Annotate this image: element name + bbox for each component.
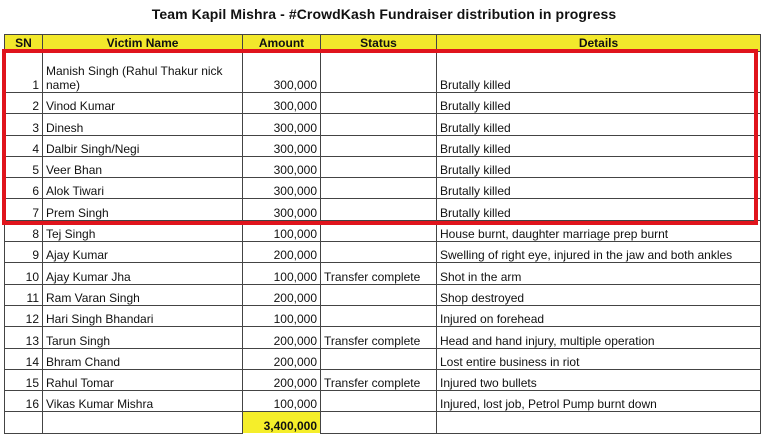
- row-amount: 300,000: [243, 199, 321, 220]
- row-amount: 100,000: [243, 263, 321, 284]
- row-details: Brutally killed: [437, 156, 761, 177]
- table-row: [5, 156, 761, 177]
- row-sn: 14: [5, 348, 43, 369]
- row-status: [321, 178, 437, 199]
- table-row: [5, 263, 761, 284]
- row-amount: 100,000: [243, 220, 321, 241]
- row-victim-name: Veer Bhan: [43, 156, 243, 177]
- row-victim-name: Alok Tiwari: [43, 178, 243, 199]
- row-status: [321, 135, 437, 156]
- row-status: Transfer complete: [321, 327, 437, 348]
- header-amount: Amount: [243, 35, 321, 52]
- table-row: [5, 391, 761, 412]
- row-victim-name: Vinod Kumar: [43, 93, 243, 114]
- row-victim-name: Ajay Kumar: [43, 242, 243, 263]
- table-row: [5, 93, 761, 114]
- row-victim-name: Hari Singh Bhandari: [43, 305, 243, 326]
- total-spacer: [321, 412, 437, 433]
- header-status: Status: [321, 35, 437, 52]
- row-victim-name: Dalbir Singh/Negi: [43, 135, 243, 156]
- header-victim-name: Victim Name: [43, 35, 243, 52]
- sheet-title: Team Kapil Mishra - #CrowdKash Fundraiser distribution in progress: [151, 6, 617, 22]
- row-details: Injured, lost job, Petrol Pump burnt down: [437, 391, 761, 412]
- row-details: Head and hand injury, multiple operation: [437, 327, 761, 348]
- row-status: [321, 199, 437, 220]
- row-victim-name: Dinesh: [43, 114, 243, 135]
- row-status: [321, 114, 437, 135]
- row-sn: 12: [5, 305, 43, 326]
- row-amount: 300,000: [243, 52, 321, 93]
- row-details: House burnt, daughter marriage prep burnt: [437, 220, 761, 241]
- table-row: [5, 369, 761, 390]
- row-status: [321, 93, 437, 114]
- row-sn: 2: [5, 93, 43, 114]
- row-amount: 300,000: [243, 156, 321, 177]
- row-victim-name: Vikas Kumar Mishra: [43, 391, 243, 412]
- row-sn: 5: [5, 156, 43, 177]
- row-victim-name: Manish Singh (Rahul Thakur nick name): [43, 52, 243, 93]
- row-details: Injured on forehead: [437, 305, 761, 326]
- table-row: [5, 135, 761, 156]
- row-details: Injured two bullets: [437, 369, 761, 390]
- table-row: [5, 114, 761, 135]
- row-details: Brutally killed: [437, 93, 761, 114]
- row-sn: 16: [5, 391, 43, 412]
- row-status: [321, 391, 437, 412]
- table-row: [5, 52, 761, 93]
- row-sn: 8: [5, 220, 43, 241]
- row-status: [321, 52, 437, 93]
- row-status: [321, 305, 437, 326]
- header-sn: SN: [5, 35, 43, 52]
- row-amount: 100,000: [243, 305, 321, 326]
- row-amount: 300,000: [243, 114, 321, 135]
- total-spacer: [5, 412, 43, 433]
- row-sn: 15: [5, 369, 43, 390]
- total-amount: 3,400,000: [243, 412, 321, 433]
- row-sn: 6: [5, 178, 43, 199]
- table-row: [5, 305, 761, 326]
- row-status: [321, 156, 437, 177]
- row-sn: 1: [5, 52, 43, 93]
- total-spacer: [43, 412, 243, 433]
- row-status: [321, 284, 437, 305]
- row-sn: 10: [5, 263, 43, 284]
- row-sn: 11: [5, 284, 43, 305]
- header-details: Details: [437, 35, 761, 52]
- row-details: Brutally killed: [437, 199, 761, 220]
- row-status: [321, 242, 437, 263]
- row-sn: 3: [5, 114, 43, 135]
- row-amount: 300,000: [243, 135, 321, 156]
- row-details: Brutally killed: [437, 178, 761, 199]
- row-status: Transfer complete: [321, 263, 437, 284]
- total-spacer: [437, 412, 761, 433]
- row-status: Transfer complete: [321, 369, 437, 390]
- table-row: [5, 220, 761, 241]
- table-row: [5, 242, 761, 263]
- row-details: Brutally killed: [437, 135, 761, 156]
- row-victim-name: Tej Singh: [43, 220, 243, 241]
- header-row: [5, 35, 761, 52]
- table-row: [5, 284, 761, 305]
- row-details: Swelling of right eye, injured in the jaw and both ankles: [437, 242, 761, 263]
- row-amount: 200,000: [243, 284, 321, 305]
- row-sn: 7: [5, 199, 43, 220]
- table-row: [5, 178, 761, 199]
- row-victim-name: Ajay Kumar Jha: [43, 263, 243, 284]
- row-victim-name: Ram Varan Singh: [43, 284, 243, 305]
- row-victim-name: Rahul Tomar: [43, 369, 243, 390]
- table-row: [5, 327, 761, 348]
- total-row: [5, 412, 761, 433]
- row-amount: 200,000: [243, 369, 321, 390]
- row-sn: 13: [5, 327, 43, 348]
- row-sn: 4: [5, 135, 43, 156]
- row-details: Brutally killed: [437, 114, 761, 135]
- fundraiser-table: [4, 34, 761, 434]
- row-amount: 300,000: [243, 93, 321, 114]
- row-status: [321, 348, 437, 369]
- row-details: Shop destroyed: [437, 284, 761, 305]
- table-row: [5, 199, 761, 220]
- row-victim-name: Bhram Chand: [43, 348, 243, 369]
- row-status: [321, 220, 437, 241]
- row-amount: 300,000: [243, 178, 321, 199]
- row-amount: 200,000: [243, 327, 321, 348]
- row-amount: 100,000: [243, 391, 321, 412]
- row-details: Lost entire business in riot: [437, 348, 761, 369]
- row-details: Brutally killed: [437, 52, 761, 93]
- row-amount: 200,000: [243, 348, 321, 369]
- row-sn: 9: [5, 242, 43, 263]
- row-victim-name: Prem Singh: [43, 199, 243, 220]
- row-victim-name: Tarun Singh: [43, 327, 243, 348]
- table-row: [5, 348, 761, 369]
- row-amount: 200,000: [243, 242, 321, 263]
- row-details: Shot in the arm: [437, 263, 761, 284]
